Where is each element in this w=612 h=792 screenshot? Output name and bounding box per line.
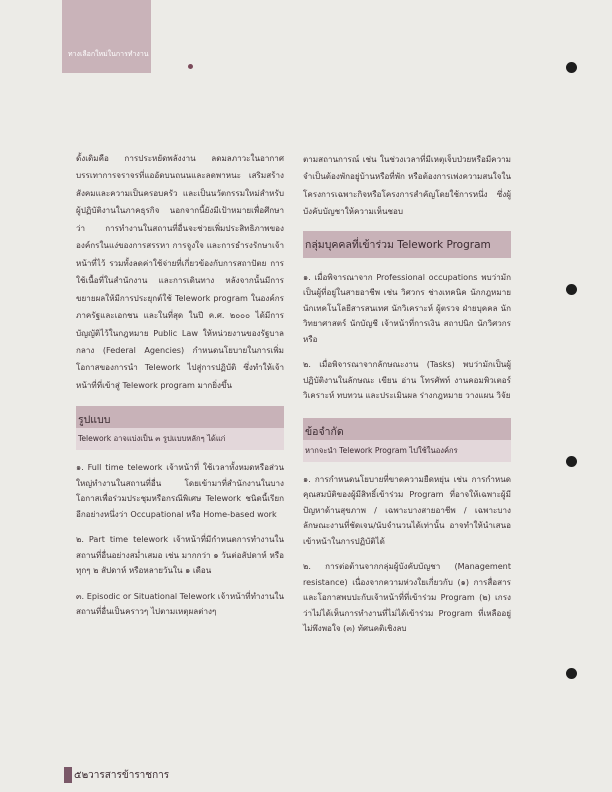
list-item: ๓. Episodic or Situational Telework เจ้าหน้าที่ทำงานในสถานที่อื่นเป็นคราวๆ ไปตามเหตุผลต่างๆ <box>76 590 284 617</box>
body-paragraph: ดั้งเดิมคือ การประหยัดพลังงาน ลดมลภาวะในอากาศ บรรเทาการจราจรที่แออัดบนถนนและลดพาหนะ เสริมสร้างสังคมและความเป็นครอบครัว และเป็นนวัตกรรมใหม่สำหรับผู้ปฏิบัติงานในภาคธุรกิจ นอกจากนี้ยังมีเป้าหมายเพื่อศึกษาว่า การทำงานในสถานที่อื่นจะช่วยเพิ่มประสิทธิภาพขององค์กรในแง่ของการสรรหา การจูงใจ และการธำรงรักษาเจ้าหน้าที่ไว้ รวมทั้งลดค่าใช้จ่ายที่เกี่ยวข้องกับการสถาปัตย การใช้เนื้อที่ในสำนักงาน และการเดินทาง หลังจากนั้นมีการขยายผลให้มีการประยุกต์ใช้ Telework program ในองค์กรภาครัฐและเอกชน และในที่สุด ในปี ค.ศ. ๒๐๐๐ ได้มีการบัญญัติไว้ในกฎหมาย Public Law ให้หน่วยงานของรัฐบาลกลาง (Federal Agencies) กำหนดนโยบายในการเพิ่มโอกาสของการนำ Telework ไปสู่การปฏิบัติ ซึ่งทำให้เจ้าหน้าที่ที่เข้าสู่ Telework program มากยิ่งขึ้น <box>76 153 284 390</box>
page-number: ๕๒ <box>74 770 89 781</box>
list-item: ๑. เมื่อพิจารณาจาก Professional occupations พบว่ามักเป็นผู้ที่อยู่ในสายอาชีพ เช่น วิศวกร ช่างเทคนิค นักกฎหมาย นักเทคโนโลยีสารสนเทศ นักวิเคราะห์ ผู้ตรวจ ฝ่ายบุคคล นักวิทยาศาสตร์ นักบัญชี เจ้าหน้าที่การเงิน สถาปนิก นักวิศวกร หรือ <box>303 271 511 344</box>
journal-name: วารสารข้าราชการ <box>88 770 170 781</box>
section-subheading-box <box>76 428 284 450</box>
list-item: ๑. Full time telework เจ้าหน้าที่ ใช้เวลาทั้งหมดหรือส่วนใหญ่ทำงานในสถานที่อื่น โดยเข้ามาที่สำนักงานในบางโอกาสเพื่อร่วมประชุมหรือกรณีพิเศษ Telework ชนิดนี้เรียกอีกอย่างหนึ่งว่า Occupational หรือ Home-based work <box>76 462 284 519</box>
section-forms <box>76 406 284 428</box>
binder-hole-icon <box>566 284 577 295</box>
left-column <box>76 150 284 620</box>
running-header: ทางเลือกใหม่ในการทำงาน <box>68 50 149 58</box>
section-subheading: หากจะนำ Telework Program ไปใช้ในองค์กร <box>305 445 458 455</box>
binder-hole-icon <box>566 456 577 467</box>
header-color-block <box>62 0 151 73</box>
binder-hole-icon <box>566 668 577 679</box>
section-heading: ข้อจำกัด <box>305 425 344 438</box>
list-item: ๒. การต่อต้านจากกลุ่มผู้บังคับบัญชา (Management resistance) เนื่องจากความห่วงใยเกี่ยวกับ (๑) การสื่อสารและโอกาสพบปะกับเจ้าหน้าที่ที่เข้าร่วม Program (๒) เกรงว่าไม่ได้เห็นการทำงานที่ไม่ได้เข้าร่วม Program ที่เหลืออยู่ไม่พึงพอใจ (๓) ทัศนคติเชิงลบ <box>303 561 511 634</box>
binder-hole-icon <box>566 62 577 73</box>
section-subheading: Telework อาจแบ่งเป็น ๓ รูปแบบหลักๆ ได้แก่ <box>78 434 226 444</box>
header-dot-icon <box>188 64 193 69</box>
section-heading: กลุ่มบุคคลที่เข้าร่วม Telework Program <box>303 231 511 258</box>
list-item: ๒. เมื่อพิจารณาจากลักษณะงาน (Tasks) พบว่ามักเป็นผู้ปฏิบัติงานในลักษณะ เขียน อ่าน โทรศัพท์ งานคอมพิวเตอร์ วิเคราะห์ ทบทวน และประเมินผล ร่างกฎหมาย วางแผน วิจัย <box>303 359 511 401</box>
list-item: ๑. การกำหนดนโยบายที่ขาดความยืดหยุ่น เช่น การกำหนดคุณสมบัติของผู้มีสิทธิ์เข้าร่วม Program ที่อาจให้เฉพาะผู้มีปัญหาด้านสุขภาพ / เฉพาะบางสายอาชีพ / เฉพาะบางลักษณะงานที่ชัดเจน/นับจำนวนได้เท่านั้น อาจทำให้นำเสนอเข้าหน้าในการปฏิบัติได้ <box>303 473 511 546</box>
section-limitations <box>303 418 511 440</box>
body-paragraph: ตามสถานการณ์ เช่น ในช่วงเวลาที่มีเหตุเจ็บป่วยหรือมีความจำเป็นต้องพักอยู่บ้านหรือที่พัก หรือต้องการเพ่งความสนใจในโครงการเฉพาะกิจหรือโครงการสำคัญโดยใช้การหนึ่ง ซึ่งผู้บังคับบัญชาให้ความเห็นชอบ <box>303 154 511 217</box>
footer <box>74 768 169 783</box>
list-item: ๒. Part time telework เจ้าหน้าที่มีกำหนดการทำงานในสถานที่อื่นอย่างสม่ำเสมอ เช่น มากกว่า ๑ วันต่อสัปดาห์ หรือ ทุกๆ ๒ สัปดาห์ หรือหลายวันใน ๑ เดือน <box>76 534 284 576</box>
section-subheading-box <box>303 440 511 462</box>
right-column <box>303 151 511 637</box>
footer-accent-bar <box>64 767 72 783</box>
section-heading: รูปแบบ <box>78 414 111 427</box>
